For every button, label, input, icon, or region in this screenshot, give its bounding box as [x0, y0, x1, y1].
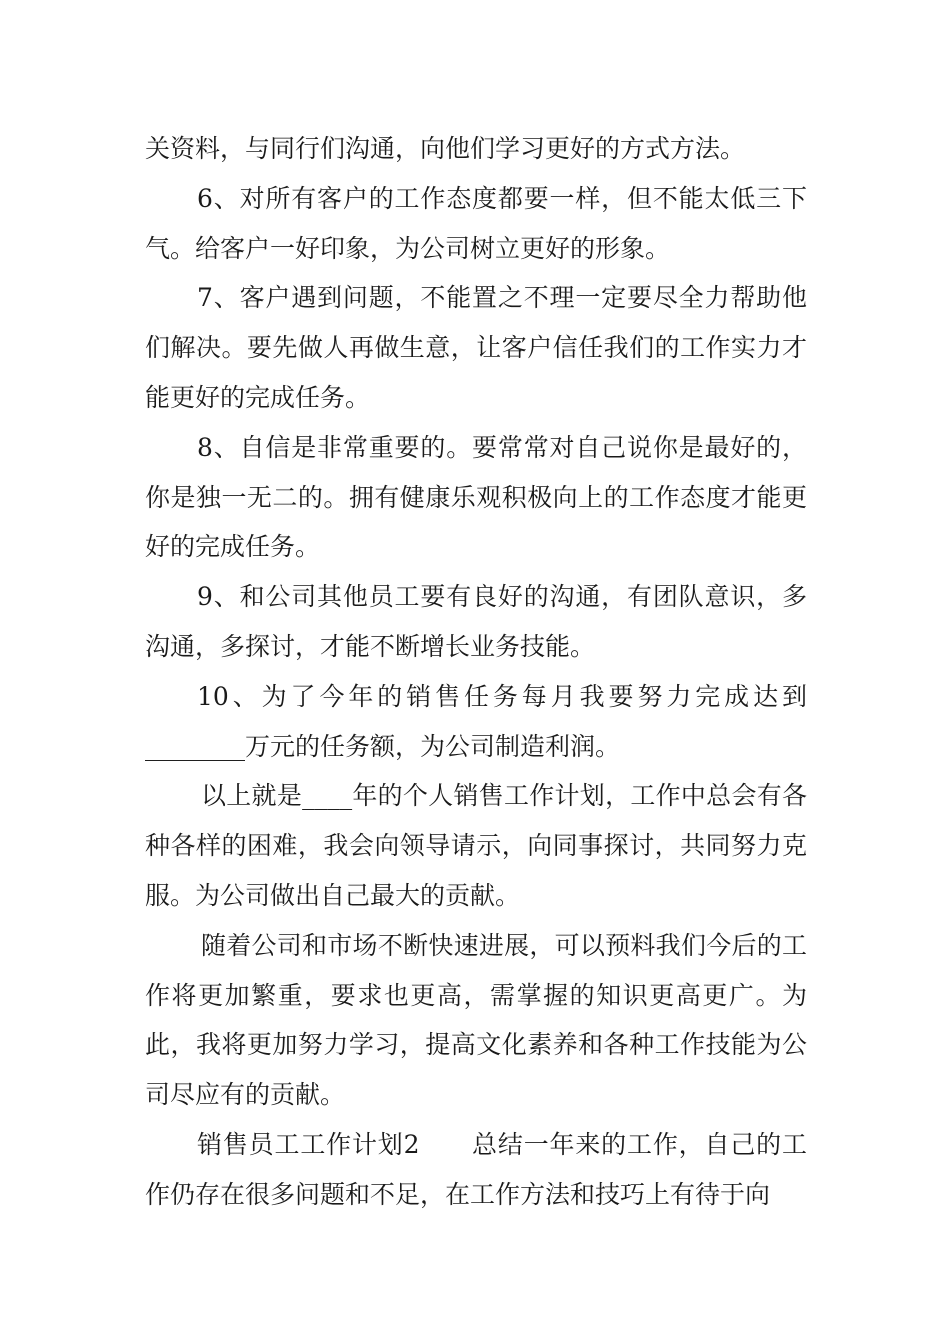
- document-body: [145, 124, 807, 1220]
- paragraph-item-6: 6、对所有客户的工作态度都要一样，但不能太低三下气。给客户一好印象，为公司树立更好的形象。: [145, 183, 807, 263]
- paragraph-summary: 以上就是____年的个人销售工作计划，工作中总会有各种各样的困难，我会向领导请示，向同事探讨，共同努力克服。为公司做出自己最大的贡献。: [145, 781, 807, 910]
- paragraph-item-7: 7、客户遇到问题，不能置之不理一定要尽全力帮助他们解决。要先做人再做生意，让客户信任我们的工作实力才能更好的完成任务。: [145, 283, 807, 412]
- paragraph-item-8: 8、自信是非常重要的。要常常对自己说你是最好的，你是独一无二的。拥有健康乐观积极向上的工作态度才能更好的完成任务。: [145, 432, 807, 562]
- paragraph-outlook: 随着公司和市场不断快速进展，可以预料我们今后的工作将更加繁重，要求也更高，需掌握的知识更高更广。为此，我将更加努力学习，提高文化素养和各种工作技能为公司尽应有的贡献。: [145, 930, 807, 1110]
- paragraph-item-10: 10、为了今年的销售任务每月我要努力完成达到________万元的任务额，为公司制造利润。: [145, 681, 807, 761]
- paragraph-item-9: 9、和公司其他员工要有良好的沟通，有团队意识，多沟通，多探讨，才能不断增长业务技能。: [145, 582, 807, 661]
- paragraph-plan-2-heading: 销售员工工作计划2 总结一年来的工作，自己的工作仍存在很多问题和不足，在工作方法和技巧上有待于向: [145, 1129, 807, 1209]
- paragraph-continuation: 关资料，与同行们沟通，向他们学习更好的方式方法。: [145, 134, 746, 163]
